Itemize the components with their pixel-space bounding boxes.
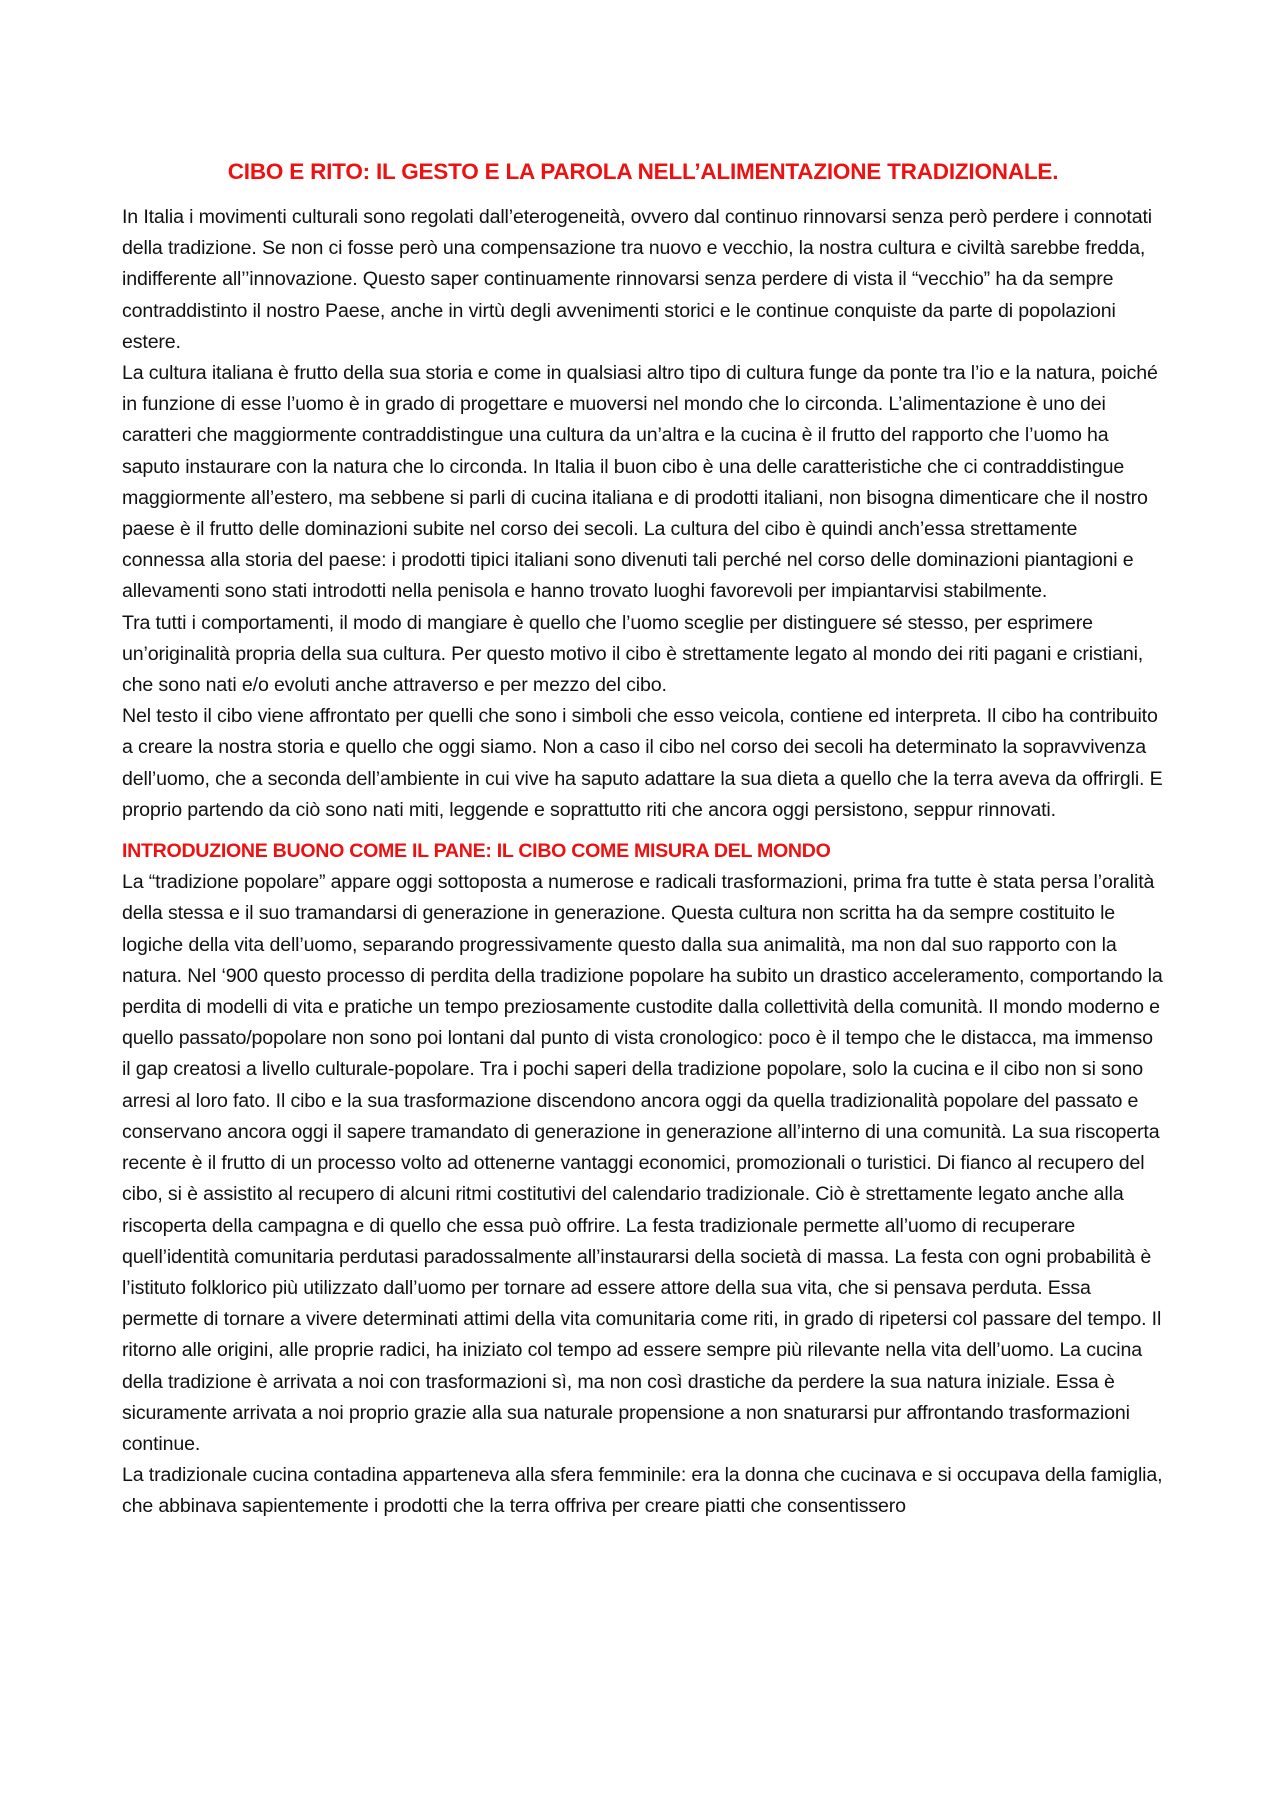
section-heading: INTRODUZIONE BUONO COME IL PANE: IL CIBO COME MISURA DEL MONDO xyxy=(122,840,831,863)
paragraph-section-1: La “tradizione popolare” appare oggi sottoposta a numerose e radicali trasformazioni, prima fra tutte è stata persa l’oralità della stessa e il suo tramandarsi di generazione in generazione. Questa cultura non scritta ha da sempre costituito le logiche della vita dell’uomo, separando progressivamente questo dalla sua animalità, ma non dal suo rapporto con la natura. Nel ‘900 questo processo di perdita della tradizione popolare ha subito un drastico acceleramento, comportando la perdita di modelli di vita e pratiche un tempo preziosamente custodite dalla collettività della comunità. Il mondo moderno e quello passato/popolare non sono poi lontani dal punto di vista cronologico: poco è il tempo che le distacca, ma immenso il gap creatosi a livello culturale-popolare. Tra i pochi saperi della tradizione popolare, solo la cucina e il cibo non si sono arresi al loro fato. Il cibo e la sua trasformazione discendono ancora oggi da quella tradizionalità popolare del passato e conservano ancora oggi il sapere tramandato di generazione in generazione all’interno di una comunità. La sua riscoperta recente è il frutto di un processo volto ad ottenerne vantaggi economici, promozionali o turistici. Di fianco al recupero del cibo, si è assistito al recupero di alcuni ritmi costitutivi del calendario tradizionale. Ciò è strettamente legato anche alla riscoperta della campagna e di quello che essa può offrire. La festa tradizionale permette all’uomo di recuperare quell’identità comunitaria perdutasi paradossalmente all’instaurarsi della società di massa. La festa con ogni probabilità è l’istituto folklorico più utilizzato dall’uomo per tornare ad essere attore della sua vita, che si pensava perduta. Essa permette di tornare a vivere determinati attimi della vita comunitaria come riti, in grado di ripetersi col passare del tempo. Il ritorno alle origini, alle proprie radici, ha iniziato col tempo ad essere sempre più rilevante nella vita dell’uomo. La cucina della tradizione è arrivata a noi con trasformazioni sì, ma non così drastiche da perdere la sua natura iniziale. Essa è sicuramente arrivata a noi proprio grazie alla sua naturale propensione a non snaturarsi pur affrontando trasformazioni continue. xyxy=(122,871,1163,1455)
document-title: CIBO E RITO: IL GESTO E LA PAROLA NELL’ALIMENTAZIONE TRADIZIONALE. xyxy=(227,159,1059,184)
paragraph-intro-2: La cultura italiana è frutto della sua storia e come in qualsiasi altro tipo di cultura funge da ponte tra l’io e la natura, poiché in funzione di esse l’uomo è in grado di progettare e muoversi nel mondo che lo circonda. L’alimentazione è uno dei caratteri che maggiormente contraddistingue una cultura da un’altra e la cucina è il frutto del rapporto che l’uomo ha saputo instaurare con la natura che lo circonda. In Italia il buon cibo è una delle caratteristiche che ci contraddistingue maggiormente all’estero, ma sebbene si parli di cucina italiana e di prodotti italiani, non bisogna dimenticare che il nostro paese è il frutto delle dominazioni subite nel corso dei secoli. La cultura del cibo è quindi anch’essa strettamente connessa alla storia del paese: i prodotti tipici italiani sono divenuti tali perché nel corso delle dominazioni piantagioni e allevamenti sono stati introdotti nella penisola e hanno trovato luoghi favorevoli per impiantarvisi stabilmente. xyxy=(122,362,1158,603)
paragraph-intro-3: Tra tutti i comportamenti, il modo di mangiare è quello che l’uomo sceglie per distinguere sé stesso, per esprimere un’originalità propria della sua cultura. Per questo motivo il cibo è strettamente legato al mondo dei riti pagani e cristiani, che sono nati e/o evoluti anche attraverso e per mezzo del cibo. xyxy=(122,611,1144,697)
paragraph-intro-1: In Italia i movimenti culturali sono regolati dall’eterogeneità, ovvero dal continuo rinnovarsi senza però perdere i connotati della tradizione. Se non ci fosse però una compensazione tra nuovo e vecchio, la nostra cultura e civiltà sarebbe fredda, indifferente all’’innovazione. Questo saper continuamente rinnovarsi senza perdere di vista il “vecchio” ha da sempre contraddistinto il nostro Paese, anche in virtù degli avvenimenti storici e le continue conquiste da parte di popolazioni estere. xyxy=(122,206,1152,353)
document-page xyxy=(122,157,1164,1523)
paragraph-intro-4: Nel testo il cibo viene affrontato per quelli che sono i simboli che esso veicola, contiene ed interpreta. Il cibo ha contribuito a creare la nostra storia e quello che oggi siamo. Non a caso il cibo nel corso dei secoli ha determinato la sopravvivenza dell’uomo, che a seconda dell’ambiente in cui vive ha saputo adattare la sua dieta a quello che la terra aveva da offrirgli. E proprio partendo da ciò sono nati miti, leggende e soprattutto riti che ancora oggi persistono, seppur rinnovati. xyxy=(122,705,1163,821)
paragraph-section-2: La tradizionale cucina contadina apparteneva alla sfera femminile: era la donna che cucinava e si occupava della famiglia, che abbinava sapientemente i prodotti che la terra offriva per creare piatti che consentissero xyxy=(122,1464,1163,1518)
